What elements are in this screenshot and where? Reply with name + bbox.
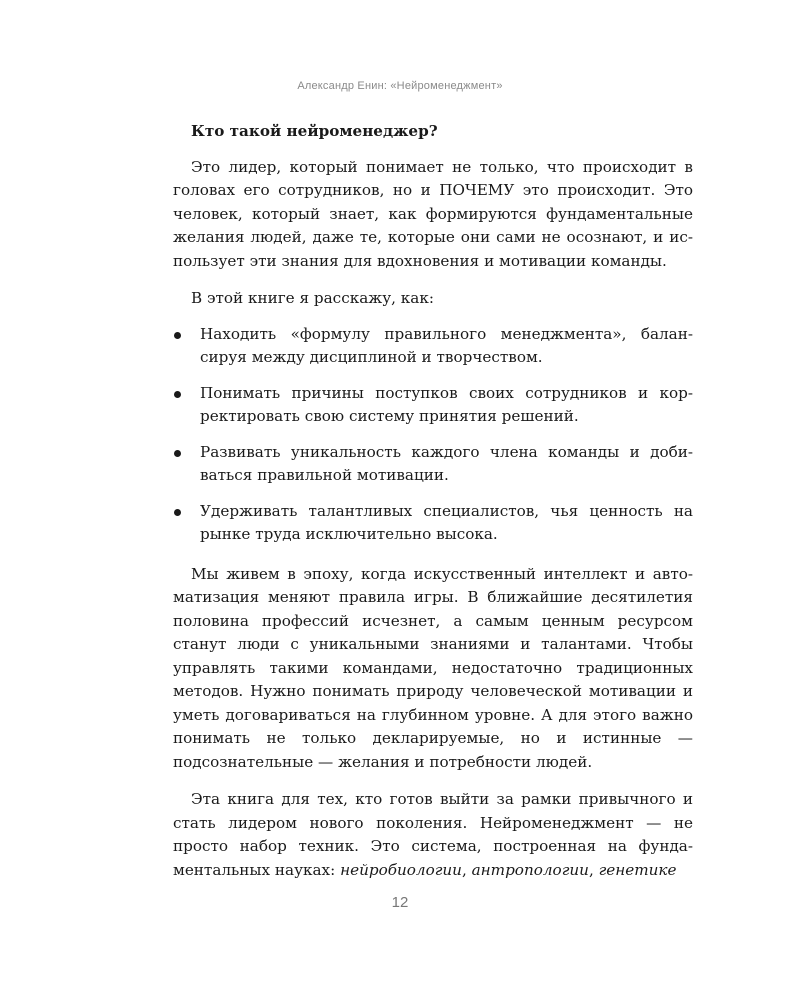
science-term: генетике <box>598 860 677 879</box>
list-item <box>173 441 693 488</box>
bullet-icon <box>174 391 181 398</box>
page-number: 12 <box>391 894 409 911</box>
closing-paragraph-text: Эта книга для тех, кто готов выйти за рамки привычного и стать лидером нового поколения. Нейроменеджмент — не просто набор техник. Это система, построенная на фундаментальных науках: <box>173 790 693 879</box>
bullet-icon <box>174 509 181 516</box>
bullet-icon <box>174 332 181 339</box>
science-term: антропологии <box>471 860 589 879</box>
list-item <box>173 500 693 547</box>
science-term: нейробиологии <box>340 860 462 879</box>
term-separator: , <box>588 860 599 879</box>
bullet-list <box>173 323 693 547</box>
page-content <box>173 120 693 896</box>
list-item-text: Понимать причины поступков своих сотрудников и корректировать свою систему принятия решений. <box>200 383 693 425</box>
list-item-text: Развивать уникальность каждого члена команды и добиваться правильной мотивации. <box>200 442 693 484</box>
list-item <box>173 323 693 370</box>
epoch-paragraph: Мы живем в эпоху, когда искусственный интеллект и автоматизация меняют правила игры. В ближайшие десятилетия половина профессий исчезнет, а самым ценным ресурсом станут люди с уникальными знаниями и талантами. Чтобы управлять такими командами, недостаточно традиционных методов. Нужно понимать природу человеческой мотивации и уметь договариваться на глубинном уровне. А для этого важно понимать не только декларируемые, но и истинные — подсознательные — желания и потребности людей. <box>173 564 693 771</box>
list-intro: В этой книге я расскажу, как: <box>191 289 434 307</box>
intro-paragraph: Это лидер, который понимает не только, что происходит в головах его сотрудников, но и ПОЧЕМУ это происходит. Это человек, который знает, как формируются фундаментальные желания людей, даже те, которые они сами не осознают, и использует эти знания для вдохновения и мотивации команды. <box>173 157 693 270</box>
bullet-icon <box>174 450 181 457</box>
running-header: Александр Енин: «Нейроменеджмент» <box>297 80 503 92</box>
list-item-text: Находить «формулу правильного менеджмента», балансируя между дисциплиной и творчеством. <box>200 324 693 366</box>
section-heading: Кто такой нейроменеджер? <box>191 122 438 140</box>
term-separator: , <box>461 860 472 879</box>
list-item-text: Удерживать талантливых специалистов, чья ценность на рынке труда исключительно высока. <box>200 501 693 543</box>
closing-paragraph <box>173 788 693 882</box>
list-item <box>173 382 693 429</box>
